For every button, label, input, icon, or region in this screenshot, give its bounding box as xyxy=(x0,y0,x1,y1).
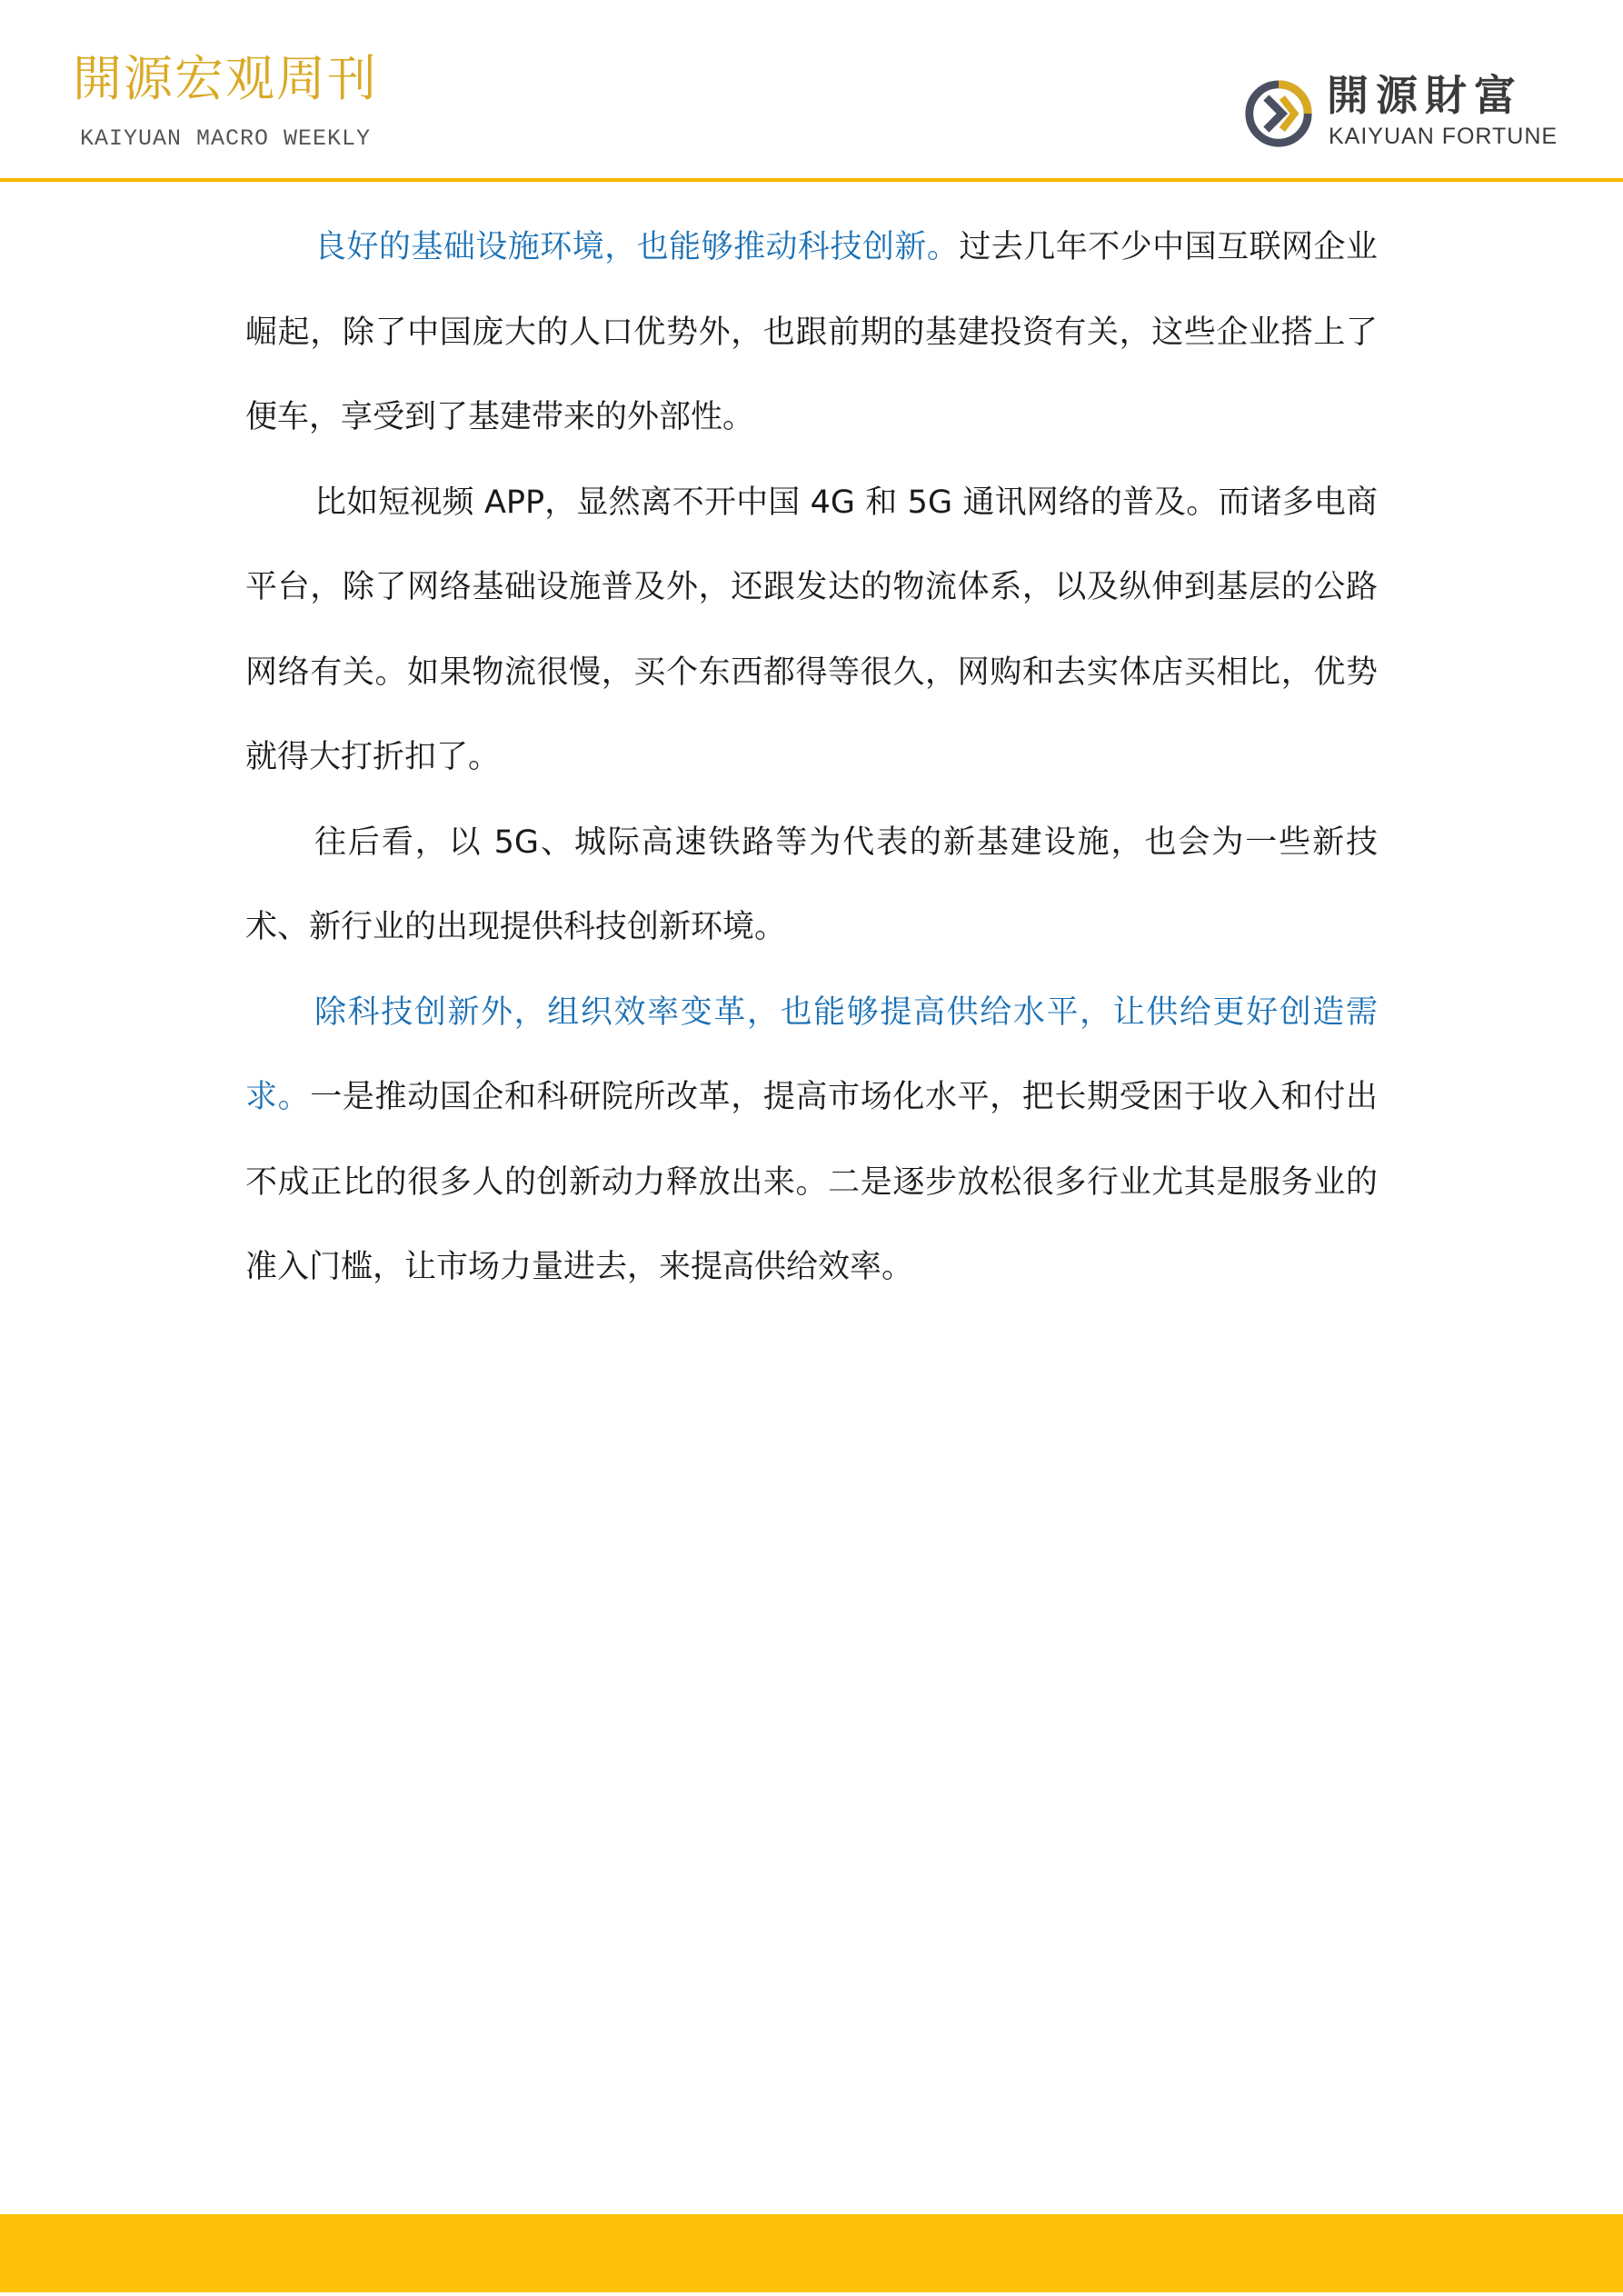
header-divider xyxy=(0,178,1623,182)
logo-chinese-name: 開源財富 xyxy=(1327,71,1523,120)
paragraph xyxy=(245,461,1378,801)
kaiyuan-fortune-logo xyxy=(1243,71,1558,155)
publication-subtitle: KAIYUAN MACRO WEEKLY xyxy=(80,125,372,152)
paragraph xyxy=(245,205,1378,461)
paragraph-text: 一是推动国企和科研院所改革，提高市场化水平，把长期受困于收入和付出不成正比的很多人的创新动力释放出来。二是逐步放松很多行业尤其是服务业的准入门槛，让市场力量进去，来提高供给效率。 xyxy=(245,1079,1378,1285)
article-body xyxy=(245,205,1378,1311)
paragraph-highlight: 除科技创新外，组织效率变革，也能够提高供给水平，让供给更好创造需求。 xyxy=(245,993,1378,1115)
paragraph xyxy=(245,801,1378,971)
paragraph-text: 比如短视频 APP，显然离不开中国 4G 和 5G 通讯网络的普及。而诸多电商平台，除了网络基础设施普及外，还跟发达的物流体系，以及纵伸到基层的公路网络有关。如果物流很慢，买个东西都得等很久，网购和去实体店买相比，优势就得大打折扣了。 xyxy=(245,484,1378,775)
paragraph xyxy=(245,971,1378,1311)
footer-band xyxy=(0,2214,1623,2292)
paragraph-highlight: 良好的基础设施环境，也能够推动科技创新。 xyxy=(314,229,960,265)
publication-title: 開源宏观周刊 xyxy=(73,50,378,107)
paragraph-text: 往后看，以 5G、城际高速铁路等为代表的新基建设施，也会为一些新技术、新行业的出现提供科技创新环境。 xyxy=(245,824,1378,945)
page-header xyxy=(0,0,1623,180)
kaiyuan-logo-icon xyxy=(1243,78,1314,149)
paragraph-text: 过去几年不少中国互联网企业崛起，除了中国庞大的人口优势外，也跟前期的基建投资有关，这些企业搭上了便车，享受到了基建带来的外部性。 xyxy=(245,229,1378,435)
logo-english-name: KAIYUAN FORTUNE xyxy=(1329,124,1558,149)
